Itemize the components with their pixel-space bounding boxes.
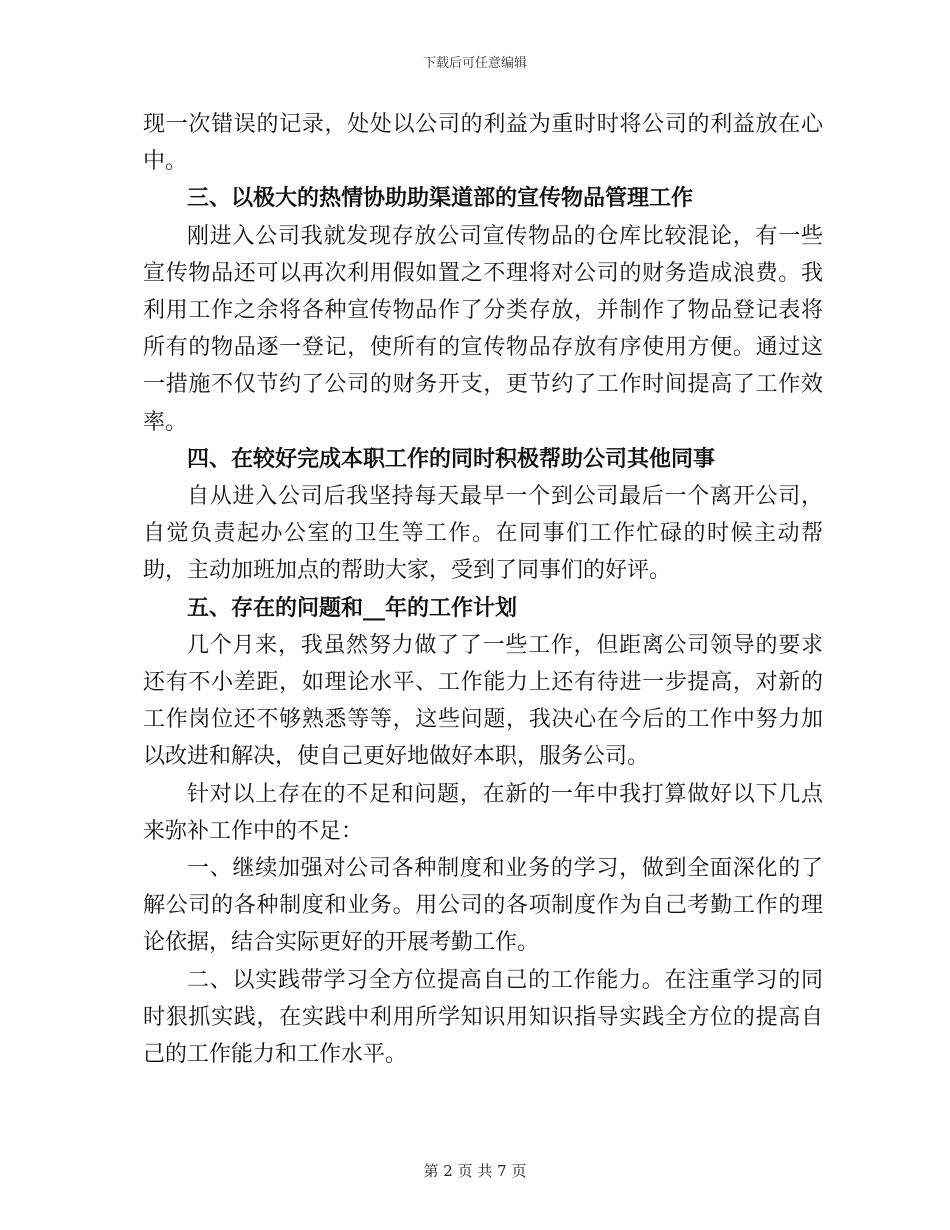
section-heading-3: 三、以极大的热情协助助渠道部的宣传物品管理工作 <box>187 185 694 212</box>
paragraph-continuation: 现一次错误的记录，处处以公司的利益为重时时将公司的利益放在心中。 <box>143 112 823 175</box>
paragraph: 针对以上存在的不足和问题，在新的一年中我打算做好以下几点来弥补工作中的不足： <box>143 781 823 844</box>
paragraph: 刚进入公司我就发现存放公司宣传物品的仓库比较混论，有一些宣传物品还可以再次利用假如置之不理将对公司的财务造成浪费。我利用工作之余将各种宣传物品作了分类存放，并制作了物品登记表将所有的物品逐一登记，使所有的宣传物品存放有序使用方便。通过这一措施不仅节约了公司的财务开支，更节约了工作时间提高了工作效率。 <box>143 223 823 435</box>
plan-item-1: 一、继续加强对公司各种制度和业务的学习，做到全面深化的了解公司的各种制度和业务。用公司的各项制度作为自己考勤工作的理论依据，结合实际更好的开展考勤工作。 <box>143 856 823 956</box>
paragraph: 几个月来，我虽然努力做了了一些工作，但距离公司领导的要求还有不小差距，如理论水平、工作能力上还有待进一步提高，对新的工作岗位还不够熟悉等等，这些问题，我决心在今后的工作中努力加以改进和解决，使自己更好地做好本职，服务公司。 <box>143 632 823 770</box>
page-number: 第 2 页 共 7 页 <box>423 1162 527 1180</box>
page-header-note: 下载后可任意编辑 <box>422 56 527 71</box>
paragraph: 自从进入公司后我坚持每天最早一个到公司最后一个离开公司，自觉负责起办公室的卫生等工作。在同事们工作忙碌的时候主动帮助，主动加班加点的帮助大家，受到了同事们的好评。 <box>143 484 823 584</box>
document-body <box>143 106 823 1073</box>
section-heading-4: 四、在较好完成本职工作的同时积极帮助公司其他同事 <box>187 445 716 472</box>
plan-item-2: 二、以实践带学习全方位提高自己的工作能力。在注重学习的同时狠抓实践，在实践中利用所学知识用知识指导实践全方位的提高自己的工作能力和工作水平。 <box>143 967 823 1068</box>
section-heading-5: 五、存在的问题和__年的工作计划 <box>187 594 518 621</box>
